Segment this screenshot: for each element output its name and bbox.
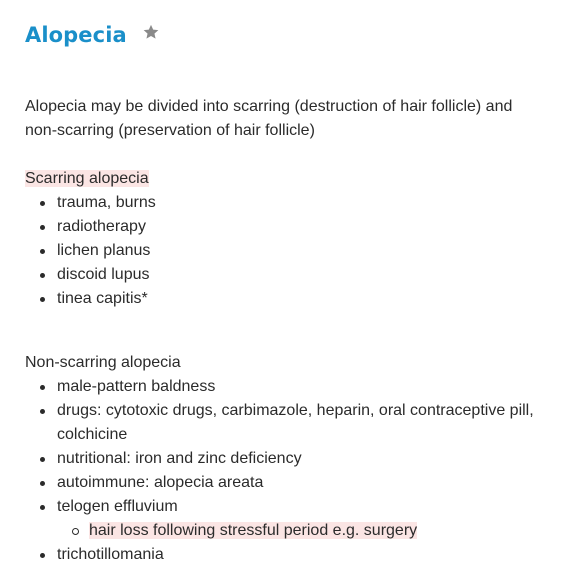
list-item: trauma, burns	[25, 191, 565, 215]
scarring-list	[25, 191, 565, 311]
list-item: drugs: cytotoxic drugs, carbimazole, heparin, oral contraceptive pill, colchicine	[25, 399, 565, 447]
title-row	[25, 20, 565, 50]
non-scarring-heading-text: Non-scarring alopecia	[25, 354, 181, 371]
list-item: lichen planus	[25, 239, 565, 263]
list-item: nutritional: iron and zinc deficiency	[25, 447, 565, 471]
list-item: male-pattern baldness	[25, 375, 565, 399]
list-item: tinea capitis*	[25, 287, 565, 311]
list-item-telogen	[25, 495, 565, 543]
list-item: discoid lupus	[25, 263, 565, 287]
list-item: autoimmune: alopecia areata	[25, 471, 565, 495]
non-scarring-heading	[25, 351, 565, 375]
telogen-sublist	[57, 519, 565, 543]
star-icon[interactable]	[141, 22, 161, 42]
scarring-heading-text: Scarring alopecia	[25, 170, 149, 187]
non-scarring-list	[25, 375, 565, 567]
sub-list-item	[57, 519, 565, 543]
sub-list-item-text: hair loss following stressful period e.g. surgery	[89, 522, 418, 539]
intro-paragraph: Alopecia may be divided into scarring (destruction of hair follicle) and non-scarring (preservation of hair follicle)	[25, 98, 513, 139]
article	[25, 0, 565, 567]
list-item: radiotherapy	[25, 215, 565, 239]
scarring-heading	[25, 167, 565, 191]
page-title: Alopecia	[25, 23, 127, 47]
list-item: trichotillomania	[25, 543, 565, 567]
list-item-text: telogen effluvium	[57, 498, 178, 515]
